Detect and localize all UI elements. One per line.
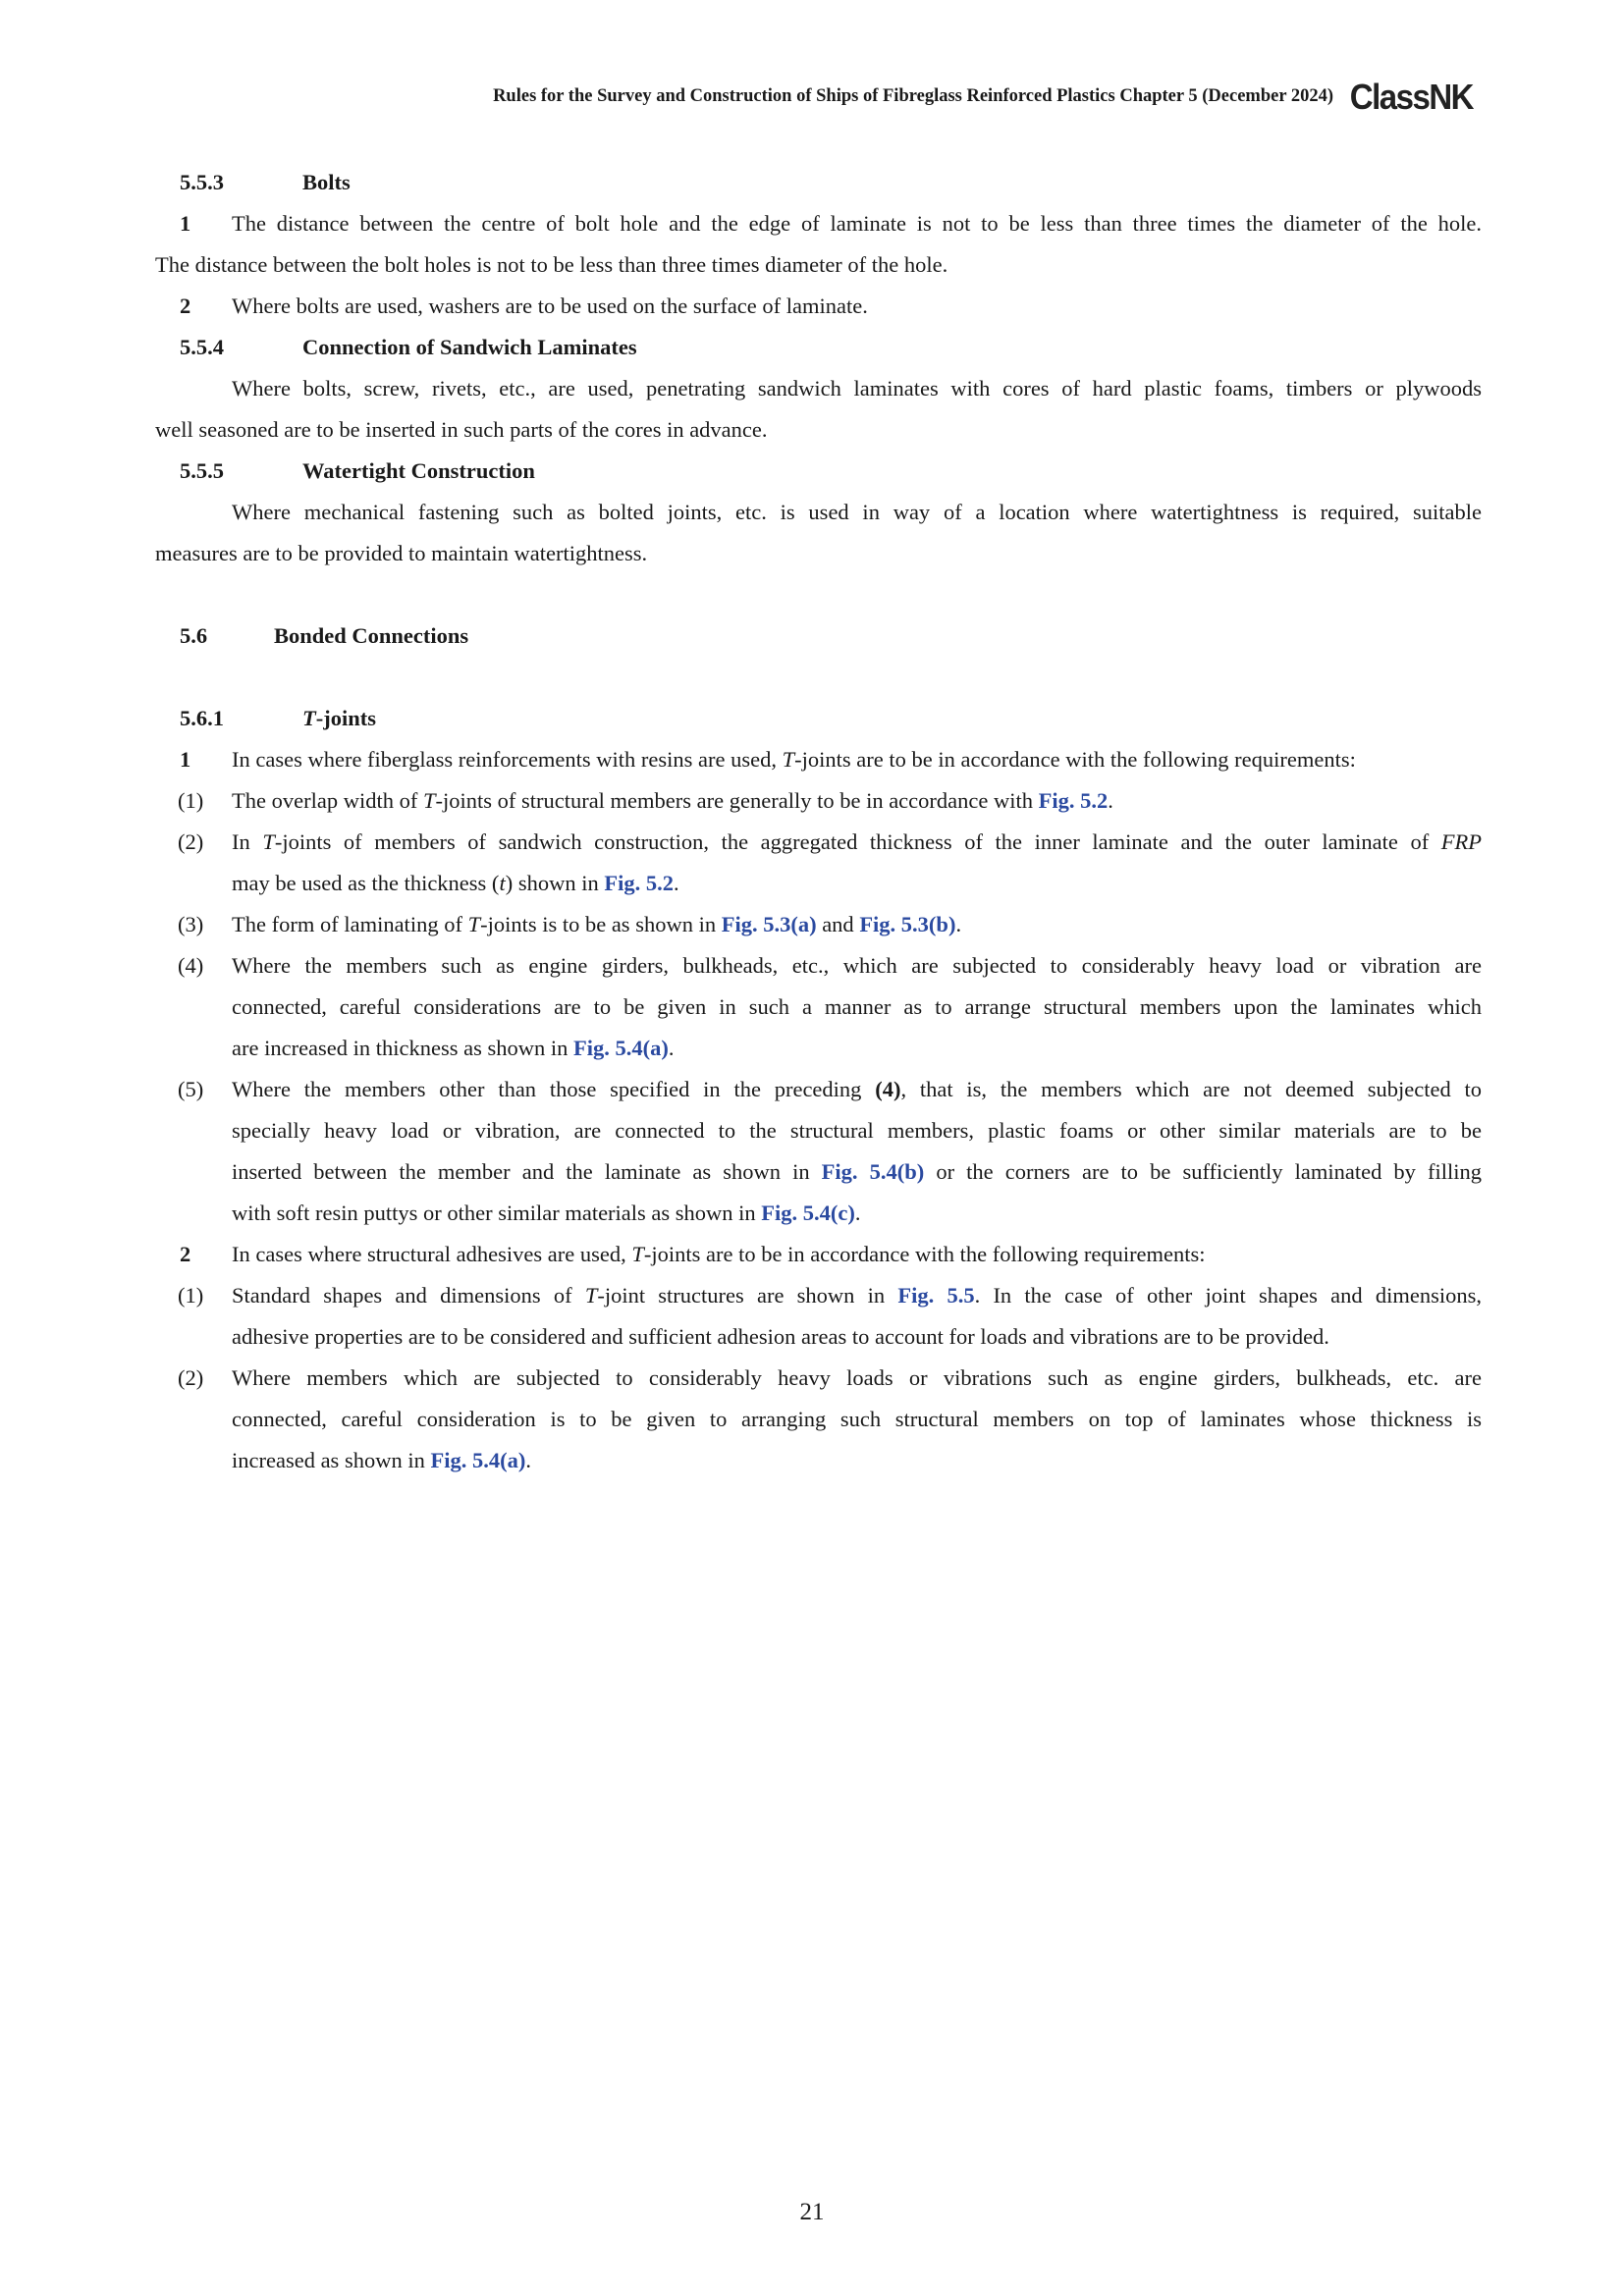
text: In cases where structural adhesives are used, [232, 1242, 632, 1266]
paragraph-text: well seasoned are to be inserted in such parts of the cores in advance. [155, 417, 768, 442]
text-italic: T [262, 829, 275, 854]
text: . In the case of other joint shapes and dimensions, [974, 1283, 1482, 1308]
text: and [816, 912, 860, 936]
text: -joints of structural members are generally to be in accordance with [435, 788, 1039, 813]
paragraph-text: Where mechanical fastening such as bolted joints, etc. is used in way of a location where watertightness is required, suitable [232, 500, 1482, 524]
text: -joints are to be in accordance with the following requirements: [643, 1242, 1206, 1266]
text-bold: (4) [875, 1077, 901, 1101]
section-number: 5.6.1 [180, 706, 224, 730]
section-title: Bolts [302, 170, 351, 194]
text: or the corners are to be sufficiently laminated by filling [924, 1159, 1482, 1184]
page-number: 21 [799, 2199, 825, 2225]
text-italic: T [467, 912, 481, 936]
paragraph-text [232, 746, 1356, 774]
text: Standard shapes and dimensions of [232, 1283, 585, 1308]
text: . [854, 1201, 861, 1225]
text: , that is, the members which are not deemed subjected to [900, 1077, 1482, 1101]
text-italic: T [782, 747, 795, 772]
paragraph-number: 1 [180, 211, 191, 236]
text: with soft resin puttys or other similar materials as shown in [232, 1201, 762, 1225]
classnk-logo: ClassNK [1349, 77, 1473, 117]
text: -joints of members of sandwich construction, the aggregated thickness of the inner laminate and the outer laminate of [274, 829, 1441, 854]
text: . [1108, 788, 1113, 813]
figure-link[interactable]: Fig. 5.4(a) [430, 1448, 526, 1472]
text: -joints is to be as shown in [480, 912, 722, 936]
item-text [232, 870, 679, 897]
item-text [232, 911, 961, 938]
item-text [232, 1282, 1482, 1309]
paragraph-text: Where bolts are used, washers are to be used on the surface of laminate. [232, 294, 868, 318]
text: In [232, 829, 263, 854]
text: ) shown in [505, 871, 605, 895]
text: increased as shown in [232, 1448, 431, 1472]
title-italic: T [302, 706, 316, 730]
item-text: connected, careful considerations are to be given in such a manner as to arrange structural members upon the laminates which [232, 994, 1482, 1019]
text: . [955, 912, 962, 936]
item-text [232, 787, 1113, 815]
paragraph-text: measures are to be provided to maintain watertightness. [155, 541, 648, 565]
item-number: (2) [178, 1365, 204, 1390]
section-heading-5-6-1 [180, 705, 376, 732]
section-heading-5-5-5 [180, 457, 535, 485]
section-title [302, 705, 376, 732]
section-heading-5-6 [180, 622, 469, 650]
text: -joints are to be in accordance with the following requirements: [794, 747, 1356, 772]
figure-link[interactable]: Fig. 5.4(c) [761, 1201, 855, 1225]
page-header [0, 79, 1473, 118]
section-title: Connection of Sandwich Laminates [302, 335, 637, 359]
text: . [668, 1036, 675, 1060]
section-number: 5.5.5 [180, 458, 224, 483]
item-text [232, 1447, 531, 1474]
item-text [232, 1035, 675, 1062]
text: . [525, 1448, 531, 1472]
title-rest: -joints [315, 706, 376, 730]
item-text [232, 1158, 1482, 1186]
item-number: (3) [178, 912, 204, 936]
text: . [673, 871, 679, 895]
item-number: (5) [178, 1077, 204, 1101]
text: -joint structures are shown in [597, 1283, 898, 1308]
text-italic: T [422, 788, 436, 813]
item-text: Where the members such as engine girders, bulkheads, etc., which are subjected to considerably heavy load or vibration are [232, 953, 1482, 978]
text: Where the members other than those specified in the preceding [232, 1077, 876, 1101]
section-number: 5.5.3 [180, 170, 224, 194]
section-heading-5-5-4 [180, 334, 637, 361]
figure-link[interactable]: Fig. 5.3(b) [859, 912, 956, 936]
section-title: Bonded Connections [274, 623, 469, 648]
figure-link[interactable]: Fig. 5.5 [897, 1283, 975, 1308]
item-text: specially heavy load or vibration, are connected to the structural members, plastic foams or other similar materials are to be [232, 1118, 1482, 1143]
section-title: Watertight Construction [302, 458, 535, 483]
text-italic: T [584, 1283, 598, 1308]
paragraph-text [232, 1241, 1206, 1268]
header-title: Rules for the Survey and Construction of Ships of Fibreglass Reinforced Plastics Chapter 5 (December 2024) [493, 86, 1333, 106]
item-text: connected, careful consideration is to be given to arranging such structural members on top of laminates whose thickness is [232, 1407, 1482, 1431]
paragraph-text: The distance between the bolt holes is not to be less than three times diameter of the hole. [155, 252, 948, 277]
text: may be used as the thickness ( [232, 871, 500, 895]
paragraph-text: Where bolts, screw, rivets, etc., are used, penetrating sandwich laminates with cores of hard plastic foams, timbers or plywoods [232, 376, 1482, 400]
item-number: (1) [178, 788, 204, 813]
item-text [232, 1200, 861, 1227]
item-text: Where members which are subjected to considerably heavy loads or vibrations such as engine girders, bulkheads, etc. are [232, 1365, 1482, 1390]
figure-link[interactable]: Fig. 5.2 [604, 871, 674, 895]
item-number: (2) [178, 829, 204, 854]
text: are increased in thickness as shown in [232, 1036, 574, 1060]
text-italic: t [499, 871, 506, 895]
item-text [232, 1076, 1482, 1103]
text: inserted between the member and the laminate as shown in [232, 1159, 822, 1184]
text: The form of laminating of [232, 912, 468, 936]
text-italic: FRP [1440, 829, 1483, 854]
text: The overlap width of [232, 788, 423, 813]
paragraph-number: 1 [180, 747, 191, 772]
section-number: 5.6 [180, 623, 208, 648]
text-italic: T [631, 1242, 644, 1266]
paragraph-text: The distance between the centre of bolt hole and the edge of laminate is not to be less than three times the diameter of the hole. [232, 211, 1482, 236]
section-heading-5-5-3 [180, 169, 351, 196]
item-text [232, 828, 1482, 856]
paragraph-number: 2 [180, 1242, 191, 1266]
item-number: (4) [178, 953, 204, 978]
paragraph-number: 2 [180, 294, 191, 318]
item-number: (1) [178, 1283, 204, 1308]
figure-link[interactable]: Fig. 5.2 [1038, 788, 1109, 813]
item-text: adhesive properties are to be considered and sufficient adhesion areas to account for loads and vibrations are to be provided. [232, 1324, 1329, 1349]
figure-link[interactable]: Fig. 5.4(a) [573, 1036, 669, 1060]
text: In cases where fiberglass reinforcements with resins are used, [232, 747, 783, 772]
section-number: 5.5.4 [180, 335, 224, 359]
figure-link[interactable]: Fig. 5.3(a) [721, 912, 817, 936]
figure-link[interactable]: Fig. 5.4(b) [821, 1159, 925, 1184]
